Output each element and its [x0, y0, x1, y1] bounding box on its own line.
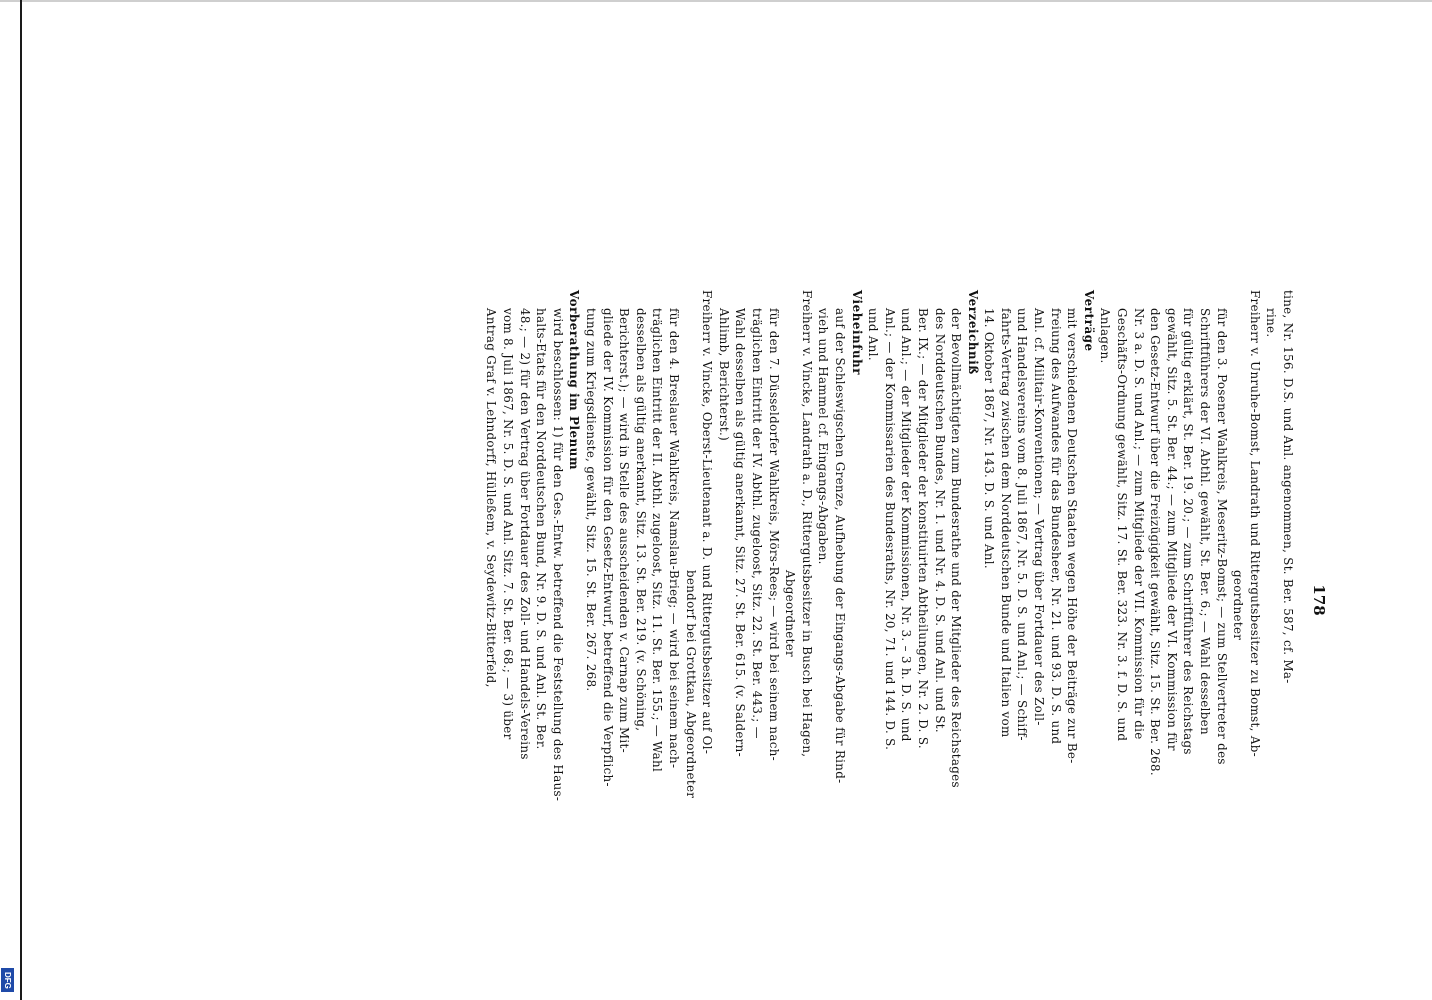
text-line: Geschäfts-Ordnung gewählt, Sitz. 17. St. Ber. 323. Nr. 3. f. D. S. und [1115, 308, 1130, 742]
text-line: Anl.; — der Kommissarien des Bundesraths, Nr. 20, 71. und 144. D. S. [882, 308, 897, 751]
text-line: vieh und Hammel cf. Eingangs-Abgaben. [816, 308, 831, 565]
text-lines [483, 290, 1296, 990]
scan-top-edge [0, 0, 1432, 2]
scan-left-edge [20, 0, 22, 1000]
text-line: Abgeordneter [783, 570, 798, 658]
text-line: Antrag Graf v. Lehndorff, Hülleßem, v. Seydewitz-Bitterfeld, [484, 308, 499, 688]
text-line: den Gesetz-Entwurf über die Freizügigkeit gewählt, Sitz. 15. St. Ber. 268. [1148, 308, 1163, 776]
text-line: der Bevollmächtigten zum Bundesrathe und der Mitglieder des Reichstages [949, 308, 964, 788]
section-heading: Verzeichniß [965, 290, 980, 375]
text-line: Berichterst.); — wird in Stelle des ausscheidenden v. Carnap zum Mit- [617, 308, 632, 753]
text-line: 14. Oktober 1867, Nr. 143. D. S. und Anl. [982, 308, 997, 569]
text-line: vom 8. Juli 1867, Nr. 5. D. S. und Anl. Sitz. 7. St. Ber. 68.; — 3) über [501, 308, 516, 740]
text-line: für den 4. Breslauer Wahlkreis, Namslau-Brieg; — wird bei seinem nach- [667, 308, 682, 769]
text-line: Nr. 3 a. D. S. und Anl.; — zum Mitgliede der VII. Kommission für die [1131, 308, 1146, 740]
text-line: für den 3. Posener Wahlkreis, Meseritz-Bomst; — zum Stellvertreter des [1214, 308, 1229, 765]
rotated-text-block [483, 290, 1330, 990]
text-line: Freiherr v. Vincke, Landrath a. D., Rittergutsbesitzer in Busch bei Hagen, [799, 290, 814, 758]
dfg-logo: DFG [1, 968, 14, 992]
text-line: bendorf bei Grottkau, Abgeordneter [683, 570, 698, 799]
text-line: Schriftführers der VI. Abthl. gewählt, St. Ber. 6.; — Wahl desselben [1198, 308, 1213, 735]
section-heading: Vorberathung im Plenum [567, 290, 582, 471]
text-line: träglichen Eintritt der IV. Abthl. zugeloost, Sitz. 22. St. Ber. 443.; — [750, 308, 764, 739]
page-number: 178 [1310, 584, 1328, 616]
text-line: Anl. cf. Militair-Konventionen; — Vertrag über Fortdauer des Zoll- [1032, 308, 1047, 726]
text-line: Ahlimb, Berichterst.) [716, 308, 731, 442]
text-line: geordneter [1231, 570, 1246, 641]
text-line: Ber. IX.; — der Mitglieder der konstituirten Abtheilungen, Nr. 2. D. S. [915, 308, 930, 749]
section-heading: Verträge [1081, 290, 1096, 352]
text-line: halts-Etats für den Norddeutschen Bund, Nr. 9. D. S. und Anl. St. Ber. [534, 308, 549, 750]
text-line: gewählt, Sitz. 5. St. Ber. 44.; — zum Mitgliede der VI. Kommission für [1164, 308, 1179, 751]
text-line: und Anl.; — der Mitglieder der Kommissionen, Nr. 3. – 3 h. D. S. und [899, 308, 914, 742]
text-line: tine, Nr. 156. D.S. und Anl. angenommen, St. Ber. 587, cf. Ma- [1281, 290, 1295, 684]
text-line: freiung des Aufwandes für das Bundesheer, Nr. 21. und 93. D. S. und [1048, 308, 1063, 745]
text-line: mit verschiedenen Deutschen Staaten wegen Höhe der Beiträge zur Be- [1065, 308, 1080, 764]
text-line: für gültig erklärt, St. Ber. 19. 20.; — zum Schriftführer des Reichstags [1181, 308, 1196, 755]
text-line: und Anl. [866, 308, 881, 361]
text-line: fahrts-Vertrag zwischen dem Norddeutschen Bunde und Italien vom [998, 308, 1013, 738]
text-line: träglichen Eintritt der II. Abthl. zugeloost, Sitz. 11. St. Ber. 155.; — Wahl [650, 308, 665, 773]
text-line: Wahl desselben als gültig anerkannt, Sitz. 27. St. Ber. 615. (v. Saldern- [733, 308, 748, 757]
text-line: desselben als gültig anerkannt, Sitz. 13. St. Ber. 219. (v. Schöning, [633, 308, 648, 732]
section-heading: Vieheinfuhr [849, 290, 864, 376]
text-line: des Norddeutschen Bundes, Nr. 1. und Nr. 4. D. S. und Anl. und St. [932, 308, 947, 733]
text-line: auf der Schleswigschen Grenze, Aufhebung der Eingangs-Abgabe für Rind- [832, 308, 847, 784]
text-line: wird beschlossen: 1) für den Ges.-Entw. betreffend die Feststellung des Haus- [550, 308, 565, 802]
text-line: Anlagen. [1098, 308, 1113, 364]
text-line: Freiherr v. Unruhe-Bomst, Landrath und Rittergutsbesitzer zu Bomst, Ab- [1247, 290, 1262, 757]
text-line: Freiherr v. Vincke, Oberst-Lieutenant a. D. und Rittergutsbesitzer auf Ol- [700, 290, 715, 755]
text-line: tung zum Kriegsdienste, gewählt, Sitz. 15. St. Ber. 267. 268. [584, 308, 599, 692]
text-line: gliede der IV. Kommission für den Gesetz-Entwurf, betreffend die Verpflich- [600, 308, 615, 787]
text-line: und Handelsvereins vom 8. Juli 1867, Nr. 5. D. S. und Anl.; — Schiff- [1015, 308, 1030, 741]
text-line: für den 7. Düsseldorfer Wahlkreis, Mörs-Rees; — wird bei seinem nach- [766, 308, 781, 761]
text-line: rine. [1264, 308, 1279, 338]
text-line: 48.; — 2) für den Vertrag über Fortdauer des Zoll- und Handels-Vereins [517, 308, 532, 760]
